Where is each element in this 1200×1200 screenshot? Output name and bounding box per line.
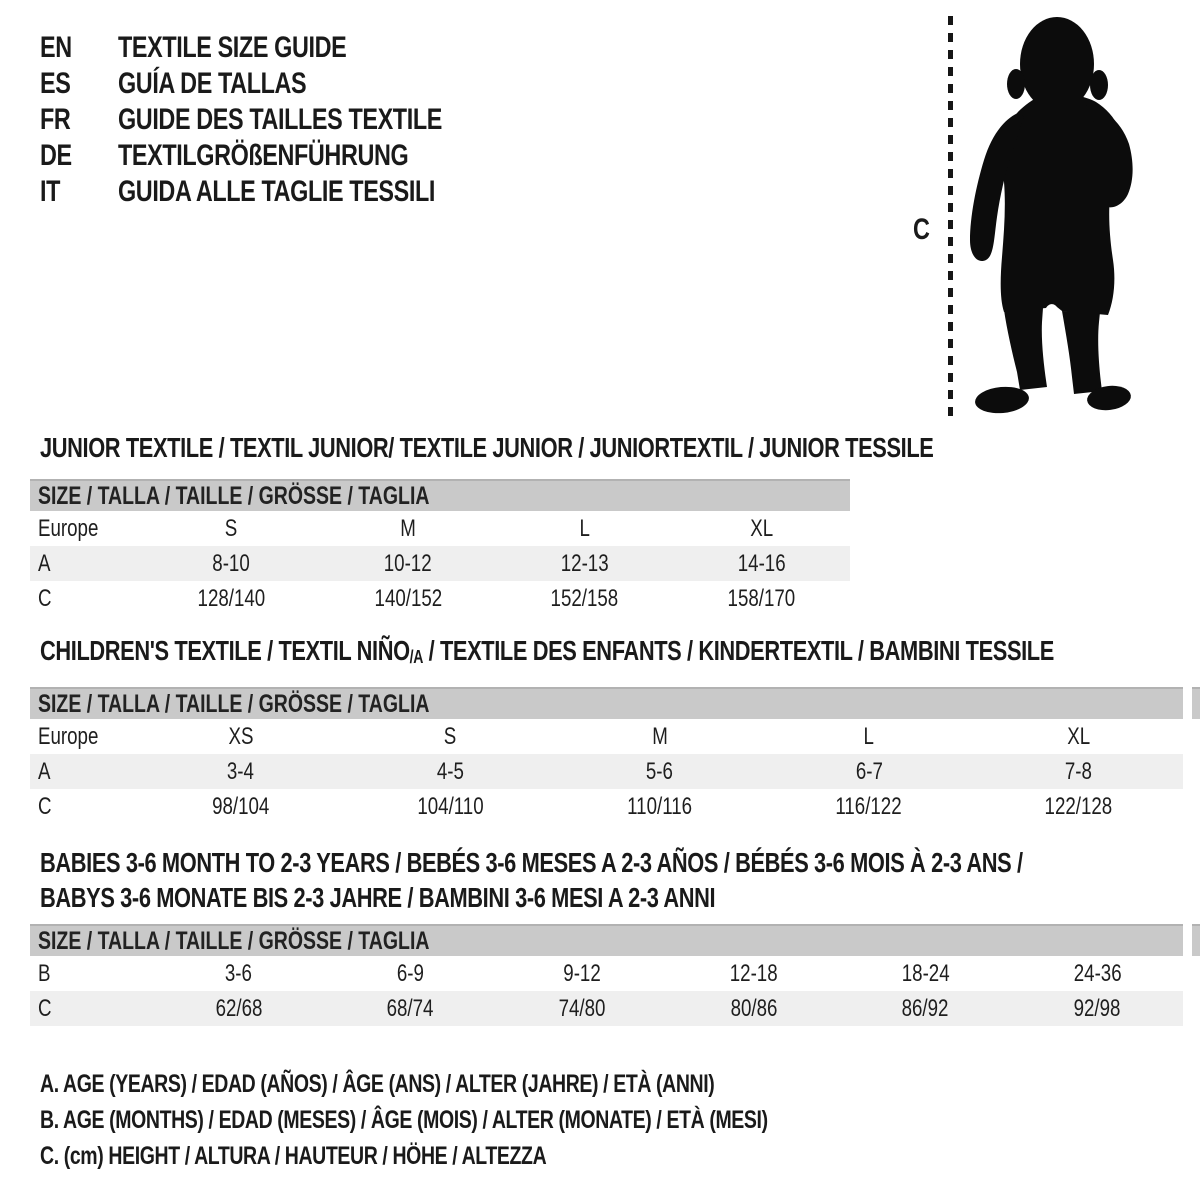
title-subscript: /A	[409, 647, 423, 667]
table-row	[30, 956, 1183, 991]
language-code	[40, 31, 118, 65]
language-label	[118, 67, 533, 101]
table-row	[30, 581, 850, 616]
section-title	[40, 845, 1200, 880]
table-cell	[673, 585, 850, 613]
table-cell	[497, 515, 674, 543]
text: M	[400, 514, 416, 542]
text: XL	[1066, 722, 1090, 750]
table-cell	[1011, 995, 1183, 1023]
text: XL	[750, 514, 774, 542]
row-label	[30, 758, 136, 786]
size-header-bar	[30, 479, 850, 511]
language-row	[40, 138, 533, 174]
text: EN	[40, 31, 72, 64]
text: SIZE / TALLA / TAILLE / GRÖSSE / TAGLIA	[38, 690, 430, 718]
language-list	[40, 30, 533, 210]
row-label	[30, 550, 143, 578]
text: 4-5	[436, 757, 464, 785]
text: 68/74	[387, 994, 434, 1022]
table-row	[30, 789, 1183, 824]
row-label	[30, 585, 143, 613]
text: GUIDA ALLE TAGLIE TESSILI	[118, 175, 435, 208]
table-cell	[497, 550, 674, 578]
text: 74/80	[558, 994, 606, 1022]
language-code	[40, 175, 118, 209]
table-cell	[673, 550, 850, 578]
text: 80/86	[730, 994, 778, 1022]
table-cell	[143, 550, 320, 578]
text: GUIDE DES TAILLES TEXTILE	[118, 103, 442, 136]
legend	[40, 1066, 973, 1174]
legend-line	[40, 1066, 973, 1102]
text: Europe	[38, 514, 99, 542]
text: 24-36	[1073, 959, 1122, 987]
table-row	[30, 719, 1183, 754]
toddler-silhouette-icon	[950, 12, 1146, 414]
title-segment: / TEXTILE DES ENFANTS / KINDERTEXTIL / BAMBINI TESSILE	[422, 635, 1054, 666]
babies-size-table	[30, 924, 1183, 1026]
language-label	[118, 103, 533, 137]
text: 104/110	[416, 792, 484, 820]
table-cell	[555, 723, 764, 751]
table-row	[30, 991, 1183, 1026]
text: SIZE / TALLA / TAILLE / GRÖSSE / TAGLIA	[38, 927, 430, 955]
language-row	[40, 66, 533, 102]
right-ear	[1090, 70, 1108, 100]
children-size-table	[30, 687, 1183, 824]
table-cell	[974, 793, 1183, 821]
table-cell	[136, 723, 345, 751]
table-cell	[325, 960, 497, 988]
text: DE	[40, 139, 72, 172]
text: 62/68	[215, 994, 263, 1022]
table-cell	[764, 758, 973, 786]
table-cell	[320, 515, 497, 543]
table-cell	[153, 995, 325, 1023]
section-babies-titles	[40, 845, 1200, 915]
text: A. AGE (YEARS) / EDAD (AÑOS) / ÂGE (ANS) / ALTER (JAHRE) / ETÀ (ANNI)	[40, 1070, 715, 1098]
text: 8-10	[212, 549, 251, 577]
text: C	[38, 994, 52, 1022]
table-cell	[320, 585, 497, 613]
table-row	[30, 511, 850, 546]
section-title	[40, 880, 1200, 915]
table-cell	[974, 723, 1183, 751]
language-row	[40, 30, 533, 66]
text: 98/104	[212, 792, 270, 820]
language-label	[118, 175, 533, 209]
babies-header-edge-sliver	[1192, 924, 1200, 956]
text: 18-24	[901, 959, 950, 987]
text: S	[225, 514, 238, 542]
section-children-titles	[40, 633, 1200, 668]
text: SIZE / TALLA / TAILLE / GRÖSSE / TAGLIA	[38, 482, 430, 510]
text: 12-18	[729, 959, 778, 987]
table-cell	[840, 995, 1012, 1023]
language-code	[40, 67, 118, 101]
text: 6-7	[855, 757, 883, 785]
row-label	[30, 960, 153, 988]
table-cell	[497, 585, 674, 613]
table-cell	[555, 793, 764, 821]
text: 10-12	[384, 549, 433, 577]
left-ear	[1007, 69, 1025, 99]
section-title-text	[40, 430, 933, 465]
text: 12-13	[560, 549, 609, 577]
section-title	[40, 430, 1185, 465]
table-cell	[136, 758, 345, 786]
row-label	[30, 723, 136, 751]
text: 110/116	[627, 792, 692, 820]
table-cell	[668, 960, 840, 988]
language-row	[40, 174, 533, 210]
right-leg	[1062, 311, 1102, 394]
title-segment: BABIES 3-6 MONTH TO 2-3 YEARS / BEBÉS 3-6 MESES A 2-3 AÑOS / BÉBÉS 3-6 MOIS À 2-3 ANS /	[40, 847, 1023, 878]
text: B	[38, 959, 51, 987]
table-cell	[496, 995, 668, 1023]
table-cell	[1011, 960, 1183, 988]
table-cell	[320, 550, 497, 578]
text: TEXTILE SIZE GUIDE	[118, 31, 347, 64]
text: L	[579, 514, 591, 542]
table-cell	[345, 758, 554, 786]
text: A	[38, 757, 51, 785]
left-leg	[1004, 308, 1047, 390]
title-segment: BABYS 3-6 MONATE BIS 2-3 JAHRE / BAMBINI 3-6 MESI A 2-3 ANNI	[40, 882, 716, 913]
language-code	[40, 139, 118, 173]
table-cell	[136, 793, 345, 821]
table-cell	[764, 793, 973, 821]
text: GUÍA DE TALLAS	[118, 67, 307, 100]
title-segment: JUNIOR TEXTILE / TEXTIL JUNIOR/ TEXTILE JUNIOR / JUNIORTEXTIL / JUNIOR TESSILE	[40, 432, 934, 463]
legend-line	[40, 1102, 973, 1138]
section-title-text	[40, 633, 1054, 672]
row-label	[30, 515, 143, 543]
text: S	[443, 722, 457, 750]
table-row	[30, 546, 850, 581]
table-cell	[345, 723, 554, 751]
text: B. AGE (MONTHS) / EDAD (MESES) / ÂGE (MOIS) / ALTER (MONATE) / ETÀ (MESI)	[40, 1106, 768, 1134]
height-measure-letter: C	[913, 213, 930, 246]
children-header-edge-sliver	[1192, 687, 1200, 719]
text: 3-4	[227, 757, 255, 785]
table-cell	[673, 515, 850, 543]
text: 140/152	[374, 584, 442, 612]
table-cell	[153, 960, 325, 988]
text: 6-9	[396, 959, 425, 987]
text: 3-6	[225, 959, 253, 987]
text: FR	[40, 103, 71, 136]
text: L	[863, 722, 875, 750]
table-cell	[143, 515, 320, 543]
table-cell	[345, 793, 554, 821]
language-code	[40, 103, 118, 137]
text: IT	[40, 175, 61, 208]
language-row	[40, 102, 533, 138]
height-measure-label	[913, 212, 935, 248]
text: XS	[228, 722, 254, 750]
text: C	[38, 584, 52, 612]
text: 158/170	[727, 584, 796, 612]
section-title-text	[40, 880, 715, 915]
text: 116/122	[835, 792, 903, 820]
junior-size-table	[30, 479, 850, 616]
text: 86/92	[902, 994, 949, 1022]
legend-line	[40, 1138, 973, 1174]
text: Europe	[38, 722, 99, 750]
text: M	[651, 722, 668, 750]
text: TEXTILGRÖßENFÜHRUNG	[118, 139, 409, 172]
table-cell	[764, 723, 973, 751]
text: 128/140	[197, 584, 266, 612]
text: C	[38, 792, 52, 820]
table-cell	[325, 995, 497, 1023]
row-label	[30, 793, 136, 821]
text: ES	[40, 67, 71, 100]
table-cell	[143, 585, 320, 613]
section-title-text	[40, 845, 1023, 880]
table-row	[30, 754, 1183, 789]
text: 92/98	[1073, 994, 1121, 1022]
table-cell	[668, 995, 840, 1023]
text: C. (cm) HEIGHT / ALTURA / HAUTEUR / HÖHE / ALTEZZA	[40, 1142, 547, 1170]
size-header-bar	[30, 924, 1183, 956]
text: 152/158	[551, 584, 619, 612]
section-junior-titles	[40, 430, 1185, 465]
language-label	[118, 31, 533, 65]
table-cell	[974, 758, 1183, 786]
table-cell	[555, 758, 764, 786]
text: 5-6	[645, 757, 674, 785]
row-label	[30, 995, 153, 1023]
table-cell	[496, 960, 668, 988]
title-segment: CHILDREN'S TEXTILE / TEXTIL NIÑO	[40, 635, 410, 666]
size-header-bar	[30, 687, 1183, 719]
table-cell	[840, 960, 1012, 988]
text: A	[38, 549, 51, 577]
text: 7-8	[1064, 757, 1092, 785]
language-label	[118, 139, 533, 173]
text: 14-16	[737, 549, 786, 577]
section-title	[40, 633, 1200, 668]
text: 122/128	[1044, 792, 1113, 820]
text: 9-12	[563, 959, 601, 987]
